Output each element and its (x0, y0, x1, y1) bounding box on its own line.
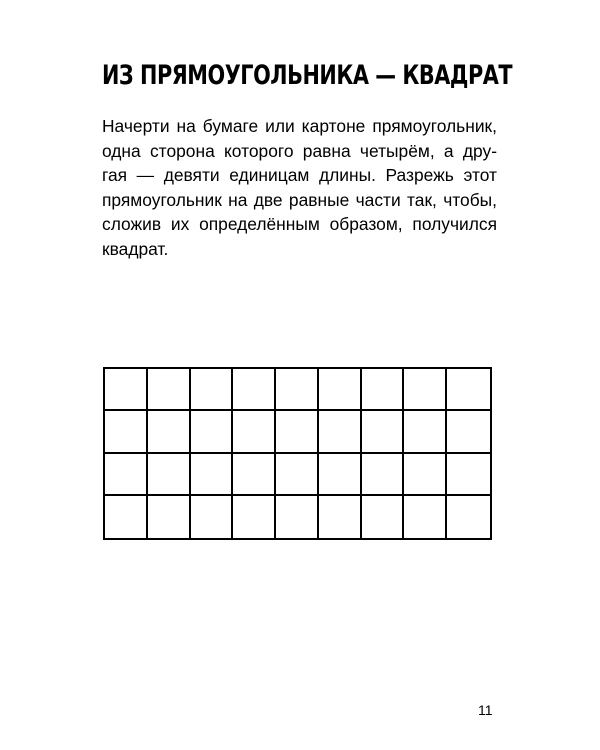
grid-cell (148, 411, 191, 453)
grid-cell (319, 369, 362, 411)
grid-cell (404, 454, 447, 496)
rectangle-grid (103, 367, 492, 540)
grid-cell (404, 411, 447, 453)
puzzle-text (102, 114, 497, 261)
grid-cell (276, 411, 319, 453)
grid-cell (319, 454, 362, 496)
grid-cell (447, 454, 490, 496)
grid-cell (319, 496, 362, 538)
text-line: квадрат. (102, 238, 169, 259)
grid-cell (105, 369, 148, 411)
text-line: Начерти на бумаге или картоне прямоугольник, (102, 116, 497, 136)
grid-cell (319, 411, 362, 453)
grid-cell (148, 369, 191, 411)
grid-cell (404, 496, 447, 538)
grid-cell (447, 411, 490, 453)
grid-cell (447, 496, 490, 538)
grid-cell (148, 454, 191, 496)
page-number: 11 (478, 702, 493, 718)
grid-cell (233, 369, 276, 411)
grid-cell (191, 496, 234, 538)
grid-cell (447, 369, 490, 411)
grid-cell (191, 411, 234, 453)
grid-cell (362, 369, 405, 411)
grid-cell (105, 454, 148, 496)
grid-cell (105, 496, 148, 538)
grid-cell (276, 454, 319, 496)
grid-cell (233, 496, 276, 538)
grid-cell (233, 454, 276, 496)
page-title: ИЗ ПРЯМОУГОЛЬНИКА — КВАДРАТ (102, 60, 513, 91)
grid-cell (191, 369, 234, 411)
grid-cell (362, 454, 405, 496)
grid-cell (148, 496, 191, 538)
grid-cell (276, 496, 319, 538)
text-line: одна сторона которого равна четырём, а дру- (102, 140, 497, 161)
grid-cell (191, 454, 234, 496)
grid-cell (105, 411, 148, 453)
grid-cell (362, 411, 405, 453)
text-line: сложив их определённым образом, получился (102, 214, 497, 234)
grid-cell (233, 411, 276, 453)
grid-cell (276, 369, 319, 411)
grid-cell (404, 369, 447, 411)
text-line: гая — девяти единицам длины. Разрежь этот (102, 165, 497, 185)
text-line: прямоугольник на две равные части так, чтобы, (102, 189, 497, 210)
grid-cell (362, 496, 405, 538)
